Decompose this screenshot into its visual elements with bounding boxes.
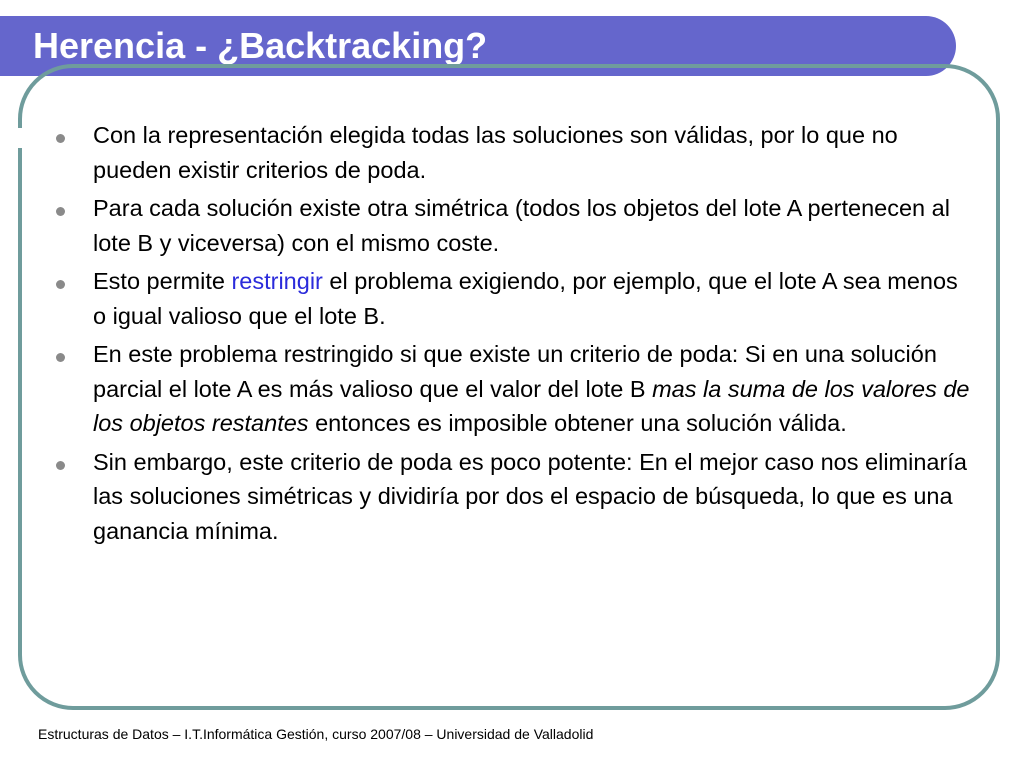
slide-title: Herencia - ¿Backtracking? [33,25,488,66]
bullet-text-pre: Esto permite [93,268,232,294]
frame-gap [12,128,26,148]
bullet-text-post: entonces es imposible obtener una solución válida. [308,410,847,436]
bullet-item [56,337,976,441]
bullet-text-pre: En este problema restringido si que existe un criterio de poda: Si en una solución parcial el lote A es más valioso que el valor del lote B [93,341,937,402]
highlighted-word: restringir [231,268,323,294]
bullet-item [56,118,976,187]
bullet-dot-icon [56,280,65,289]
slide-footer: Estructuras de Datos – I.T.Informática Gestión, curso 2007/08 – Universidad de Valladolid [38,726,594,742]
bullet-item [56,191,976,260]
italic-phrase: mas la suma de los valores de los objetos restantes [93,375,970,436]
slide-content [56,118,976,552]
bullet-text: Para cada solución existe otra simétrica (todos los objetos del lote A pertenecen al lote B y viceversa) con el mismo coste. [93,195,950,256]
bullet-dot-icon [56,134,65,143]
bullet-dot-icon [56,461,65,470]
bullet-item [56,264,976,333]
bullet-dot-icon [56,207,65,216]
bullet-item [56,445,976,549]
bullet-text: Sin embargo, este criterio de poda es poco potente: En el mejor caso nos eliminaría las soluciones simétricas y dividiría por dos el espacio de búsqueda, lo que es una ganancia mínima. [93,448,967,544]
bullet-dot-icon [56,353,65,362]
bullet-text-post: el problema exigiendo, por ejemplo, que el lote A sea menos o igual valioso que el lote B. [93,268,958,329]
bullet-text: Con la representación elegida todas las soluciones son válidas, por lo que no pueden existir criterios de poda. [93,122,898,183]
bullet-list [56,118,976,548]
